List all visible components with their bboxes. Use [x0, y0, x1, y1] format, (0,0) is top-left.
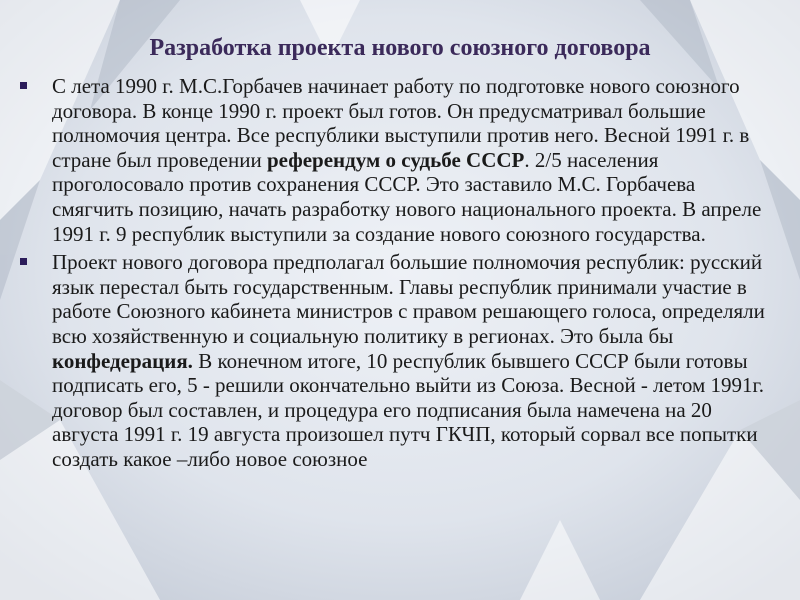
text-run: С лета 1990 г. М.С.Горбачев начинает работу по подготовке нового союзного договора. В конце 1990 г. проект был готов. Он предусматривал большие полномочия центра. Все республики выступили против него. Весной 1991 г. в стране был проведении	[52, 74, 750, 172]
slide-content	[20, 74, 780, 476]
slide-title: Разработка проекта нового союзного договора	[149, 35, 651, 61]
bullet-paragraph	[20, 250, 780, 471]
square-bullet-icon	[20, 258, 27, 265]
bold-text-run: референдум о судьбе СССР	[266, 147, 525, 172]
bold-text-run: конфедерация.	[52, 348, 193, 373]
text-run: Проект нового договора предполагал большие полномочия республик: русский язык перестал быть государственным. Главы республик принимали участие в работе Союзного кабинета министров с правом решающего голоса, определяли всю хозяйственную и социальную политику в регионах. Это была бы	[52, 250, 765, 348]
bullet-paragraph	[20, 74, 780, 246]
text-run: . 2/5 населения проголосовало против сохранения СССР. Это заставило М.С. Горбачева смягчить позицию, начать разработку нового национального проекта. В апреле 1991 г. 9 республик выступили за создание нового союзного государства.	[52, 147, 762, 246]
square-bullet-icon	[20, 82, 27, 89]
text-run: В конечном итоге, 10 республик бывшего СССР были готовы подписать его, 5 - решили окончательно выйти из Союза. Весной - летом 1991г. договор был составлен, и процедура его подписания была намечена на 20 августа 1991 г. 19 августа произошел путч ГКЧП, который сорвал все попытки создать какое –либо новое союзное	[52, 348, 765, 471]
